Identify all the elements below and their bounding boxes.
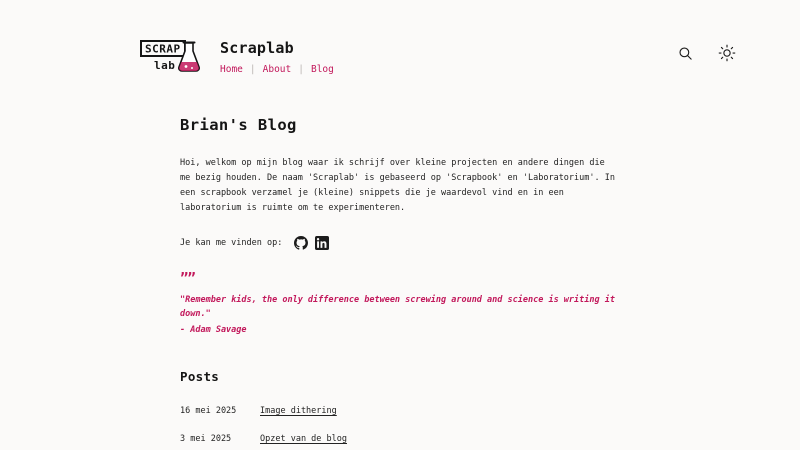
post-date: 3 mei 2025	[180, 434, 232, 445]
main-content	[0, 86, 800, 444]
find-me-label: Je kan me vinden op:	[180, 237, 283, 248]
nav-separator-1: |	[249, 64, 256, 75]
quote-text: "Remember kids, the only difference between screwing around and science is writing it down."	[180, 294, 615, 319]
brand-text	[220, 37, 334, 75]
social-links	[294, 236, 329, 250]
svg-text:SCRAP: SCRAP	[145, 42, 181, 56]
sidebar-item-blog[interactable]: Blog	[310, 64, 334, 75]
scraplab-logo-icon[interactable]	[140, 37, 208, 77]
post-link[interactable]: Image dithering	[260, 406, 337, 417]
site-header	[0, 0, 800, 86]
quote-block	[180, 272, 620, 336]
github-icon[interactable]	[294, 236, 308, 250]
header-actions	[674, 42, 768, 72]
post-link[interactable]: Opzet van de blog	[260, 434, 347, 445]
intro-paragraph: Hoi, welkom op mijn blog waar ik schrijf over kleine projecten en andere dingen die me bezig houden. De naam 'Scraplab' is gebaseerd op 'Scrapbook' en 'Laboratorium'. In een scrapbook verzamel je (kleine) snippets die je waardevol vind en in een laboratorium is ruimte om te experimenteren.	[180, 158, 615, 213]
posts-heading: Posts	[180, 369, 220, 385]
post-date: 16 mei 2025	[180, 406, 237, 417]
linkedin-icon[interactable]	[315, 236, 329, 250]
page-title: Brian's Blog	[180, 116, 297, 134]
search-icon[interactable]	[674, 42, 696, 64]
quote-author: - Adam Savage	[180, 325, 247, 336]
site-title: Scraplab	[220, 39, 294, 57]
sidebar-item-home[interactable]: Home	[220, 64, 243, 75]
sidebar-item-about[interactable]: About	[262, 64, 292, 75]
find-me-row	[180, 236, 620, 250]
svg-text:lab: lab	[154, 59, 176, 72]
brand[interactable]	[140, 37, 334, 77]
main-nav	[220, 64, 334, 75]
quote-mark-icon: ””	[180, 270, 195, 287]
nav-separator-2: |	[298, 64, 304, 75]
list-item	[180, 406, 620, 416]
list-item	[180, 434, 620, 444]
sun-icon[interactable]	[716, 42, 738, 64]
